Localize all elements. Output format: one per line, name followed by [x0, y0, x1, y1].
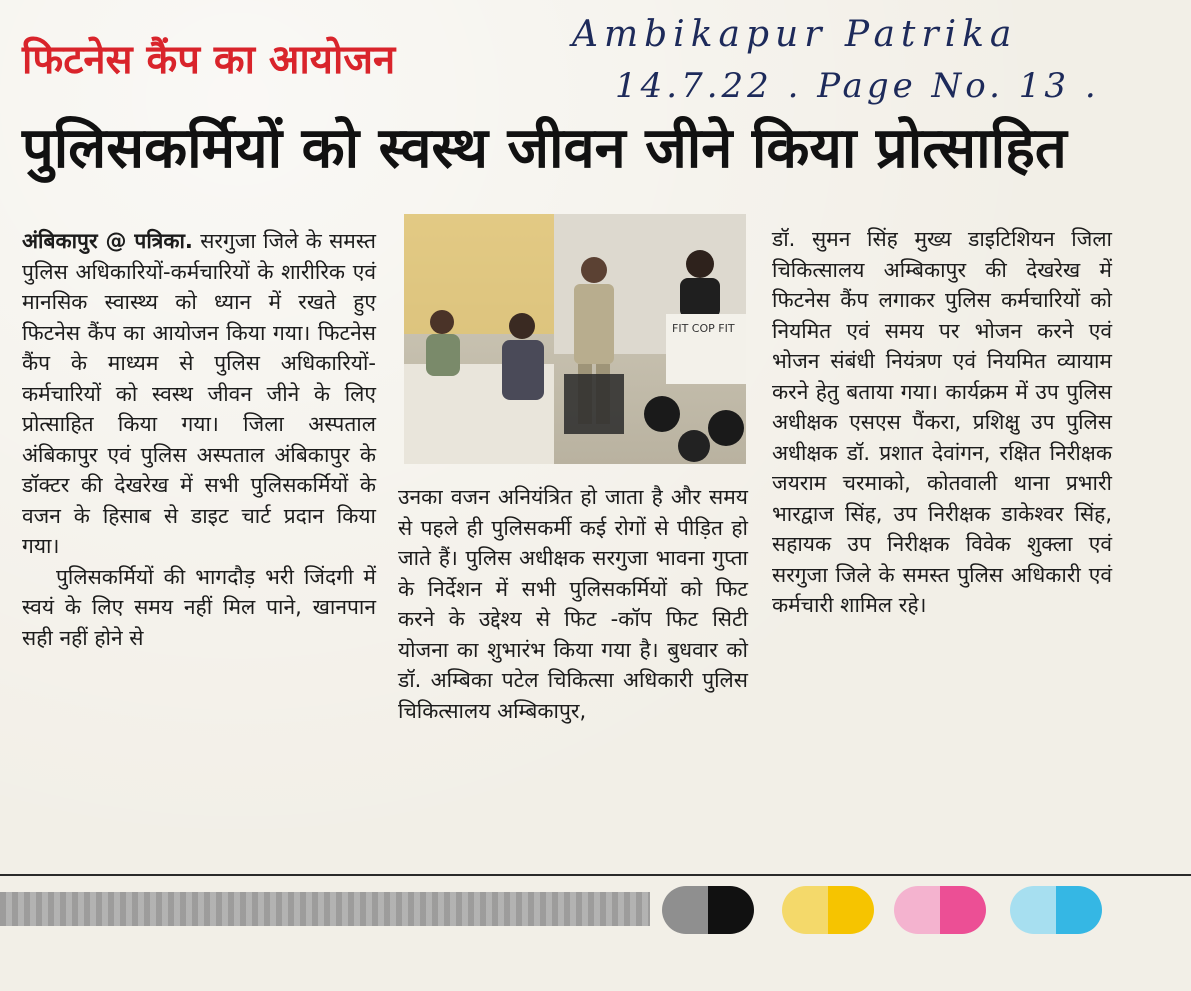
article-headline: पुलिसकर्मियों को स्वस्थ जीवन जीने किया प्रोत्साहित — [22, 116, 1067, 181]
photo-person-2-body — [502, 340, 544, 400]
article-column-1 — [22, 226, 376, 653]
photo-sign-text: FIT COP FIT — [672, 322, 735, 335]
article-column-3 — [772, 224, 1112, 621]
photo-banner — [404, 214, 554, 334]
cyan-registration-swatch — [1010, 886, 1102, 934]
article-kicker: फिटनेस कैंप का आयोजन — [22, 37, 396, 83]
magenta-registration-swatch — [894, 886, 986, 934]
event-photo — [404, 214, 746, 464]
photo-chair — [564, 374, 624, 434]
column-1-paragraph-2: पुलिसकर्मियों की भागदौड़ भरी जिंदगी में स्वयं के लिए समय नहीं मिल पाने, खानपान सही नहीं होने से — [22, 564, 376, 650]
photo-speaker-head — [686, 250, 714, 278]
column-3-paragraph: डॉ. सुमन सिंह मुख्य डाइटिशियन जिला चिकित्सालय अम्बिकापुर की देखरेख में फिटनेस कैंप लगाकर पुलिस कर्मचारियों को नियमित एवं समय पर भोजन करने एवं भोजन संबंधी नियंत्रण एवं नियमित व्यायाम करने हेतु बताया गया। कार्यक्रम में उप पुलिस अधीक्षक एसएस पैंकरा, प्रशिक्षु उप पुलिस अधीक्षक डॉ. प्रशात देवांगन, रक्षित निरीक्षक जयराम चरमाको, कोतवाली थाना प्रभारी भारद्वाज सिंह, उप निरीक्षक डाकेश्वर सिंह, सहायक उप निरीक्षक विवेक शुक्ला एवं सरगुजा जिले के समस्त पुलिस अधिकारी एवं कर्मचारी शामिल रहे। — [772, 227, 1112, 617]
dateline: अंबिकापुर @ पत्रिका. — [22, 229, 193, 253]
photo-officer-body — [574, 284, 614, 364]
grey-registration-strip — [0, 892, 650, 926]
photo-speaker-body — [680, 278, 720, 318]
article-column-2 — [398, 482, 748, 726]
column-2-paragraph: उनका वजन अनियंत्रित हो जाता है और समय से पहले ही पुलिसकर्मी कई रोगों से पीड़ित हो जाते हैं। पुलिस अधीक्षक सरगुजा भावना गुप्ता के निर्देशन में सभी पुलिसकर्मियों को फिट करने के उद्देश्य से फिट -कॉप फिट सिटी योजना का शुभारंभ किया गया है। बुधवार को डॉ. अम्बिका पटेल चिकित्सा अधिकारी पुलिस चिकित्सालय अम्बिकापुर, — [398, 485, 748, 723]
photo-person-1-head — [430, 310, 454, 334]
column-1-text-1: सरगुजा जिले के समस्त पुलिस अधिकारियों-कर्मचारियों के शारीरिक एवं मानसिक स्वास्थ्य को ध्यान में रखते हुए फिटनेस कैंप का आयोजन किया गया। फिटनेस कैंप के माध्यम से पुलिस अधिकारियों-कर्मचारियों को स्वस्थ जीवन जीने के लिए प्रोत्साहित किया गया। जिला अस्पताल अंबिकापुर एवं पुलिस अस्पताल अंबिकापुर के डॉक्टर की देखरेख में सभी पुलिसकर्मियों के वजन के हिसाब से डाइट चार्ट प्रदान किया गया। — [22, 229, 376, 558]
column-1-paragraph-1 — [22, 226, 376, 562]
bottom-rule — [0, 874, 1191, 876]
handwritten-date-page: 14.7.22 . Page No. 13 . — [615, 66, 1100, 106]
photo-audience-head-2 — [708, 410, 744, 446]
photo-audience-head-1 — [644, 396, 680, 432]
yellow-registration-swatch — [782, 886, 874, 934]
handwritten-source: Ambikapur Patrika — [572, 14, 1018, 55]
photo-officer-head — [581, 257, 607, 283]
photo-audience-head-3 — [678, 430, 710, 462]
event-photo-illustration — [404, 214, 746, 464]
black-registration-swatch — [662, 886, 754, 934]
photo-person-2-head — [509, 313, 535, 339]
photo-person-1-body — [426, 334, 460, 376]
